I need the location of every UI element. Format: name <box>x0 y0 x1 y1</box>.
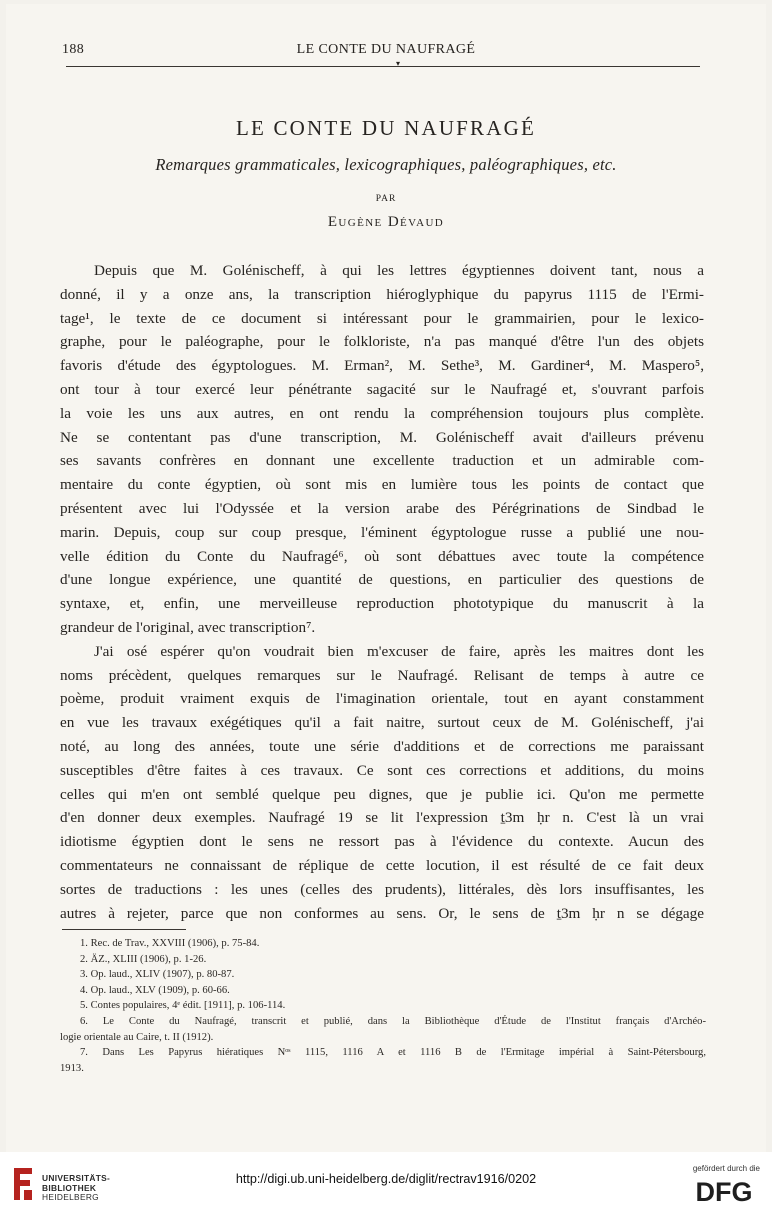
text-line: sortes de traductions : les unes (celles des prudents), littérales, dès lors insuffisantes, les <box>60 880 704 898</box>
byline-par: PAR <box>375 194 397 204</box>
article-title: LE CONTE DU NAUFRAGÉ <box>235 116 537 140</box>
library-line: HEIDELBERG <box>42 1192 99 1203</box>
rule-mark-icon: ▾ <box>396 59 401 68</box>
footnote: 4. Op. laud., XLV (1909), p. 60-66. <box>80 984 230 996</box>
text-line: graphe, pour le paléographe, pour le folkloriste, n'a pas manqué d'être l'un des objets <box>60 333 704 351</box>
text-line: Ne se contentant pas d'une transcription, M. Golénischeff avait d'ailleurs prévenu <box>60 428 704 446</box>
text-line: noms précèdent, quelques remarques sur le Naufragé. Relisant de temps à autre ce <box>60 666 704 684</box>
header-rule <box>66 59 700 68</box>
footnote: 3. Op. laud., XLIV (1907), p. 80-87. <box>80 969 235 981</box>
text-line: d'une longue expérience, une quantité de questions, en particulier des questions de <box>60 571 704 589</box>
footnotes <box>60 936 706 1076</box>
text-line: Depuis que M. Golénischeff, à qui les lettres égyptiennes doivent tant, nous a <box>94 262 704 279</box>
text-line: J'ai osé espérer qu'on voudrait bien m'excuser de faire, après les maitres dont les <box>94 642 704 660</box>
text-line: autres à rejeter, parce que non conformes au sens. Or, le sens de ṯ3m ḥr n se dégage <box>60 904 704 922</box>
text-line: celles qui m'en ont semblé quelque peu dignes, que je publie ici. Qu'on me permette <box>60 785 704 803</box>
page-number: 188 <box>62 42 85 57</box>
text-line: ses savants confrères en donnant une excellente traduction et un admirable com- <box>60 452 704 470</box>
text-line: commentateurs ne connaissant de réplique de cette locution, il est résulté de ce fait deux <box>60 856 704 874</box>
library-line: BIBLIOTHEK <box>42 1182 97 1193</box>
text-line: mentaire du conte égyptien, où sont mis en lumière tous les points de contact que <box>60 476 704 494</box>
text-line: présentent avec lui l'Odyssée et la version arabe des Pérégrinations de Sindbad le <box>60 499 704 517</box>
text-line: marin. Depuis, coup sur coup presque, l'éminent égyptologue russe a publié une nou- <box>60 523 704 541</box>
author-name: Eugène Dévaud <box>327 214 445 230</box>
footnote: 6. Le Conte du Naufragé, transcrit et publié, dans la Bibliothèque d'Étude de l'Institut français d'Archéo- <box>80 1015 706 1027</box>
permalink-url[interactable]: http://digi.ub.uni-heidelberg.de/diglit/rectrav1916/0202 <box>235 1172 537 1186</box>
text-line: ont tour à tour exercé leur pénétrante sagacité sur le Naufragé et, s'ouvrant parfois <box>60 380 704 398</box>
article-subtitle: Remarques grammaticales, lexicographiques, paléographiques, etc. <box>155 155 617 174</box>
text-line: la voie les uns aux autres, en ont rendu la compréhension toujours plus complète. <box>60 404 704 422</box>
text-line: donné, il y a onze ans, la transcription hiéroglyphique du papyrus 1115 de l'Ermi- <box>60 285 704 303</box>
text-line: tage¹, le texte de ce document si intéressant pour le grammairien, pour le lexico- <box>60 309 704 327</box>
text-line: poème, produit vraiment exquis de l'imagination orientale, tout en ayant constamment <box>60 690 704 708</box>
footnote: 2. ÄZ., XLIII (1906), p. 1-26. <box>80 953 207 965</box>
text-line: grandeur de l'original, avec transcription⁷. <box>60 618 316 636</box>
funding-caption: gefördert durch die <box>692 1164 760 1173</box>
text-line: en vue les travaux exégétiques qu'il a fait naitre, surtout ceux de M. Golénischeff, j'ai <box>60 714 704 732</box>
paragraph-2 <box>60 640 704 926</box>
footnote-rule <box>62 929 186 930</box>
text-line: velle édition du Conte du Naufragé⁶, où sont débattues avec toute la compétence <box>60 547 704 565</box>
text-line: d'en donner deux exemples. Naufragé 19 se lit l'expression ṯ3m ḥr n. C'est là un vrai <box>60 809 704 827</box>
running-title: LE CONTE DU NAUFRAGÉ <box>296 42 476 57</box>
footnote-continuation: logie orientale au Caire, t. II (1912). <box>60 1031 214 1043</box>
footnote: 1. Rec. de Trav., XXVIII (1906), p. 75-84. <box>80 938 260 949</box>
footnote-continuation: 1913. <box>60 1062 84 1074</box>
footnote: 5. Contes populaires, 4ᵉ édit. [1911], p. 106-114. <box>80 1000 286 1012</box>
dfg-logo-icon <box>688 1178 760 1204</box>
library-line: UNIVERSITÄTS- <box>42 1173 111 1183</box>
text-line: syntaxe, et, enfin, une merveilleuse reproduction phototypique du manuscrit à la <box>60 595 704 613</box>
text-line: idiotisme égyptien dont le sens ne ressort pas à l'évidence du contexte. Aucun des <box>60 833 704 851</box>
body-text <box>60 259 704 925</box>
text-line: susceptibles d'être faites à ces travaux. Ce sont ces corrections et additions, du moins <box>60 761 704 779</box>
viewer-footer <box>0 1152 772 1214</box>
text-line: noté, au long des années, toute une série d'additions et de corrections me paraissant <box>60 737 704 755</box>
dfg-logo-text: DFG <box>695 1178 753 1204</box>
footnote: 7. Dans Les Papyrus hiératiques Nᵒˢ 1115, 1116 A et 1116 B de l'Ermitage impérial à Saint-Pétersbourg, <box>80 1047 706 1059</box>
paragraph-1 <box>60 259 704 640</box>
text-line: favoris d'étude des égyptologues. M. Erman², M. Sethe³, M. Gardiner⁴, M. Maspero⁵, <box>60 357 704 375</box>
